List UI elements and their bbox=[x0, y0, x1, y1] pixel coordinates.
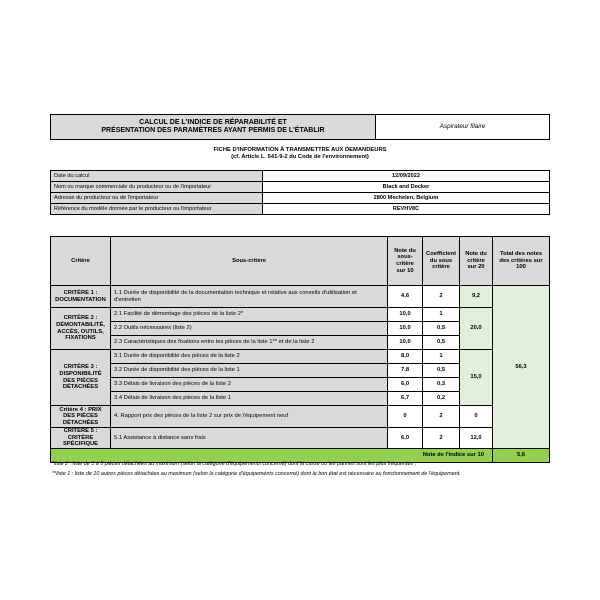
info-label: Adresse du producteur ou de l'importateur bbox=[51, 193, 263, 204]
subcriterion-coef: 0,5 bbox=[423, 322, 460, 336]
subcriterion-coef: 2 bbox=[423, 286, 460, 308]
criterion-3-score: 15,0 bbox=[460, 350, 493, 406]
col-header-total: Total des notes des critères sur 100 bbox=[493, 237, 550, 286]
subcriterion-score: 8,0 bbox=[388, 350, 423, 364]
col-header-coef: Coefficient du sous critère bbox=[423, 237, 460, 286]
info-row bbox=[51, 182, 550, 193]
table-row bbox=[51, 406, 550, 428]
subcriterion-score: 10,0 bbox=[388, 322, 423, 336]
subtitle-line1: FICHE D'INFORMATION À TRANSMETTRE AUX DEMANDEURS bbox=[213, 147, 387, 153]
subcriterion-coef: 2 bbox=[423, 428, 460, 449]
subtitle bbox=[0, 147, 600, 161]
subcriterion-label: 3.1 Durée de disponibilité des pièces de la liste 2 bbox=[111, 350, 388, 364]
subcriterion-label: 4. Rapport prix des pièces de la liste 2 sur prix de l'équipement neuf bbox=[111, 406, 388, 428]
criterion-3-label: CRITÈRE 3 : DISPONIBILITÉ DES PIÈCES DÉTACHÉES bbox=[51, 350, 111, 406]
info-label: Nom ou marque commerciale du producteur ou de l'importateur bbox=[51, 182, 263, 193]
final-score-value: 5,6 bbox=[493, 448, 550, 462]
criterion-1-score: 9,2 bbox=[460, 286, 493, 308]
col-header-critere: Critère bbox=[51, 237, 111, 286]
header-title-line1: CALCUL DE L'INDICE DE RÉPARABILITÉ ET bbox=[139, 118, 287, 126]
header-title-line2: PRÉSENTATION DES PARAMÈTRES AYANT PERMIS DE L'ÉTABLIR bbox=[101, 127, 325, 134]
info-row bbox=[51, 171, 550, 182]
subcriterion-coef: 0,3 bbox=[423, 378, 460, 392]
subcriterion-score: 10,0 bbox=[388, 308, 423, 322]
table-row bbox=[51, 286, 550, 308]
info-label: Référence du modèle donnée par le producteur ou l'importateur bbox=[51, 204, 263, 215]
col-header-note20: Note du critère sur 20 bbox=[460, 237, 493, 286]
subtitle-line2: (cf. Article L. 541-9-2 du Code de l'environnement) bbox=[231, 154, 369, 161]
subcriterion-label: 2.1 Facilité de démontage des pièces de la liste 2* bbox=[111, 308, 388, 322]
info-row bbox=[51, 204, 550, 215]
subcriterion-score: 6,7 bbox=[388, 392, 423, 406]
info-row bbox=[51, 193, 550, 204]
header-table bbox=[50, 114, 550, 140]
info-value: Black and Decker bbox=[263, 182, 550, 193]
criterion-5-label: CRITÈRE 5 : CRITÈRE SPÉCIFIQUE bbox=[51, 428, 111, 449]
table-row bbox=[51, 350, 550, 364]
criterion-4-label: Critère 4 : PRIX DES PIÈCES DÉTACHÉES bbox=[51, 406, 111, 428]
subcriterion-coef: 1 bbox=[423, 350, 460, 364]
criterion-4-score: 0 bbox=[460, 406, 493, 428]
info-value: 12/09/2022 bbox=[263, 171, 550, 182]
table-row bbox=[51, 428, 550, 449]
subcriterion-label: 5.1 Assistance à distance sans frais bbox=[111, 428, 388, 449]
subcriterion-coef: 0,5 bbox=[423, 364, 460, 378]
product-category: Aspirateur filaire bbox=[376, 115, 550, 140]
subcriterion-score: 0 bbox=[388, 406, 423, 428]
subcriterion-label: 3.4 Délais de livraison des pièces de la liste 1 bbox=[111, 392, 388, 406]
info-value: 2800 Mechelen, Belgium bbox=[263, 193, 550, 204]
score-table bbox=[50, 236, 550, 463]
subcriterion-label: 2.3 Caractéristiques des fixations entre les pièces de la liste 1** et de la liste 2 bbox=[111, 336, 388, 350]
criterion-2-score: 20,0 bbox=[460, 308, 493, 350]
info-label: Date du calcul bbox=[51, 171, 263, 182]
header-title bbox=[51, 115, 376, 140]
total-score: 56,3 bbox=[493, 286, 550, 449]
subcriterion-label: 2.2 Outils nécessaires (liste 2) bbox=[111, 322, 388, 336]
subcriterion-label: 3.2 Durée de disponibilité des pièces de la liste 1 bbox=[111, 364, 388, 378]
final-score-label: Note de l'indice sur 10 bbox=[51, 448, 493, 462]
subcriterion-coef: 1 bbox=[423, 308, 460, 322]
subcriterion-score: 6,0 bbox=[388, 428, 423, 449]
table-header-row bbox=[51, 237, 550, 286]
criterion-1-label: CRITÈRE 1 : DOCUMENTATION bbox=[51, 286, 111, 308]
subcriterion-score: 10,0 bbox=[388, 336, 423, 350]
col-header-sous-critere: Sous-critère bbox=[111, 237, 388, 286]
subcriterion-coef: 0,5 bbox=[423, 336, 460, 350]
subcriterion-coef: 0,2 bbox=[423, 392, 460, 406]
subcriterion-label: 1.1 Durée de disponibilité de la documentation technique et relative aux conseils d'utilisation et d'entretien bbox=[111, 286, 388, 308]
criterion-2-label: CRITÈRE 2 : DÉMONTABILITÉ, ACCÈS, OUTILS, FIXATIONS bbox=[51, 308, 111, 350]
subcriterion-label: 3.3 Délais de livraison des pièces de la liste 2 bbox=[111, 378, 388, 392]
footnote-liste-2: *liste 2 : liste de 3 à 5 pièces détachées au maximum (selon la catégorie d'équipements concerné) dont la casse ou les pannes sont les plus fréquentes ; bbox=[52, 461, 417, 467]
footnote-liste-1: **liste 1 : liste de 10 autres pièces détachées au maximum (selon la catégorie d'équipements concerné) dont le bon état est nécessaire au fonctionnement de l'équipement. bbox=[52, 471, 461, 477]
info-table bbox=[50, 170, 550, 215]
col-header-note10: Note du sous-critère sur 10 bbox=[388, 237, 423, 286]
subcriterion-score: 6,0 bbox=[388, 378, 423, 392]
subcriterion-score: 4,6 bbox=[388, 286, 423, 308]
subcriterion-score: 7,8 bbox=[388, 364, 423, 378]
criterion-5-score: 12,0 bbox=[460, 428, 493, 449]
info-value: REVHV8C bbox=[263, 204, 550, 215]
subcriterion-coef: 2 bbox=[423, 406, 460, 428]
table-row bbox=[51, 308, 550, 322]
